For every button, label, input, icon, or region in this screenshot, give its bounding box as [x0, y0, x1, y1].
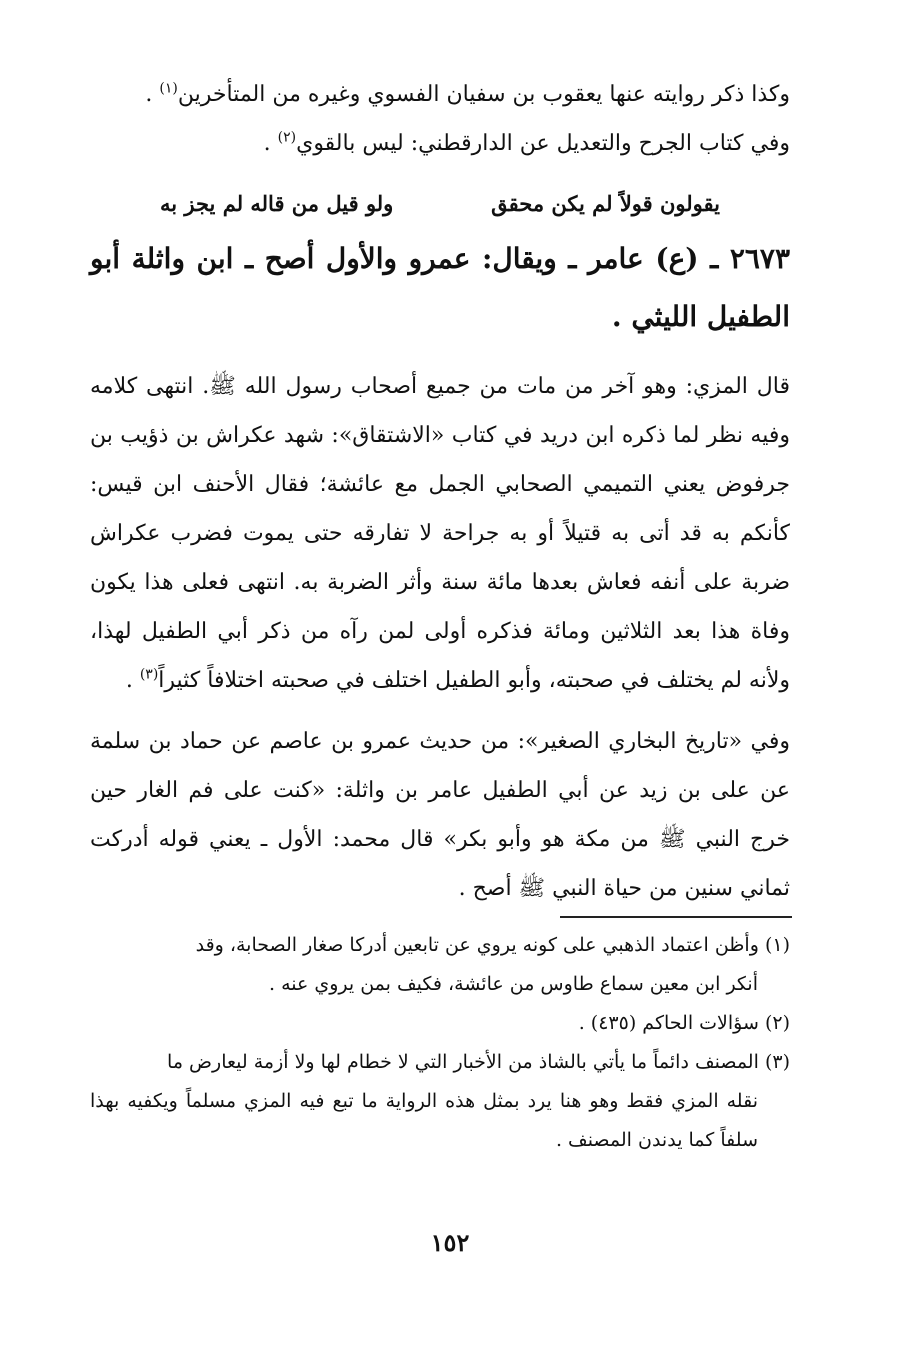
footnote-1-text: وأظن اعتماد الذهبي على كونه يروي عن تابعين أدركا صغار الصحابة، وقد: [195, 934, 759, 956]
footnote-3-continuation: نقله المزي فقط وهو هنا يرد بمثل هذه الرواية ما تبع فيه المزي مسلماً ويكفيه بهذا سلفاً كما يدندن المصنف .: [90, 1090, 758, 1151]
footnote-1-first-line: [90, 926, 790, 965]
poetry-verse: [90, 184, 790, 224]
footnote-ref-1: (١): [159, 80, 178, 97]
paragraph-1: [90, 70, 790, 119]
paragraph-1-end: .: [145, 82, 153, 107]
footnote-3-text: المصنف دائماً ما يأتي بالشاذ من الأخبار التي لا خطام لها ولا أزمة ليعارض ما: [167, 1051, 759, 1073]
footnote-1-continuation: أنكر ابن معين سماع طاوس من عائشة، فكيف بمن يروي عنه .: [268, 973, 758, 995]
footnote-separator: [560, 916, 792, 918]
footnote-ref-3: (٣): [139, 666, 159, 683]
paragraph-4: وفي «تاريخ البخاري الصغير»: من حديث عمرو بن عاصم عن حماد بن سلمة عن على بن زيد عن أبي الطفيل عامر بن واثلة: «كنت على فم الغار حين خرج النبي ﷺ من مكة هو وأبو بكر» قال محمد: الأول ـ يعني قوله أدركت ثماني سنين من حياة النبي ﷺ أصح .: [90, 729, 790, 901]
paragraph-gap: [90, 705, 790, 717]
footnote-ref-2: (٢): [277, 129, 297, 146]
paragraph-2-text: وفي كتاب الجرح والتعديل عن الدارقطني: ليس بالقوي: [296, 131, 790, 156]
footnote-2-first-line: [90, 1004, 790, 1043]
paragraph-2-end: .: [263, 131, 271, 156]
entry-heading: ٢٦٧٣ ـ (ع) عامر ـ ويقال: عمرو والأول أصح ـ ابن واثلة أبو الطفيل الليثي .: [90, 242, 790, 333]
footnote-1: [90, 926, 790, 1004]
page-number: ١٥٢: [430, 1228, 470, 1257]
footnote-2-number: (٢): [764, 1012, 790, 1034]
verse-first-hemistich: يقولون قولاً لم يكن محقق: [491, 191, 720, 216]
footnote-3-number: (٣): [764, 1051, 790, 1073]
footnote-1-number: (١): [764, 934, 790, 956]
paragraph-2: [90, 119, 790, 168]
footnotes: [90, 926, 790, 1160]
footnote-3-first-line: [90, 1043, 790, 1082]
footnote-3: [90, 1043, 790, 1160]
paragraph-3: [90, 362, 790, 705]
paragraph-3-text: قال المزي: وهو آخر من مات من جميع أصحاب رسول الله ﷺ. انتهى كلامه وفيه نظر لما ذكره ابن دريد في كتاب «الاشتقاق»: شهد عكراش بن ذؤيب بن جرفوض يعني التميمي الصحابي الجمل مع عائشة؛ فقال الأحنف ابن قيس: كأنكم به قد أتى به قتيلاً أو به جراحة لا تفارقه حتى يموت فضرب عكراش ضربة على أنفه فعاش بعدها مائة سنة وأثر الضربة به. انتهى فعلى هذا يكون وفاة هذا بعد الثلاثين ومائة فذكره أولى لمن رآه من ذكر أبي الطفيل لهذا، ولأنه لم يختلف في صحبته، وأبو الطفيل اختلف في صحبته اختلافاً كثيراً: [90, 374, 790, 693]
paragraph-3-end: .: [125, 668, 133, 693]
footnote-2: [90, 1004, 790, 1043]
main-text: [90, 70, 790, 913]
footnote-2-text: سؤالات الحاكم (٤٣٥) .: [578, 1012, 759, 1034]
paragraph-1-text: وكذا ذكر روايته عنها يعقوب بن سفيان الفسوي وغيره من المتأخرين: [177, 82, 790, 107]
verse-second-hemistich: ولو قيل من قاله لم يجز به: [160, 191, 394, 216]
